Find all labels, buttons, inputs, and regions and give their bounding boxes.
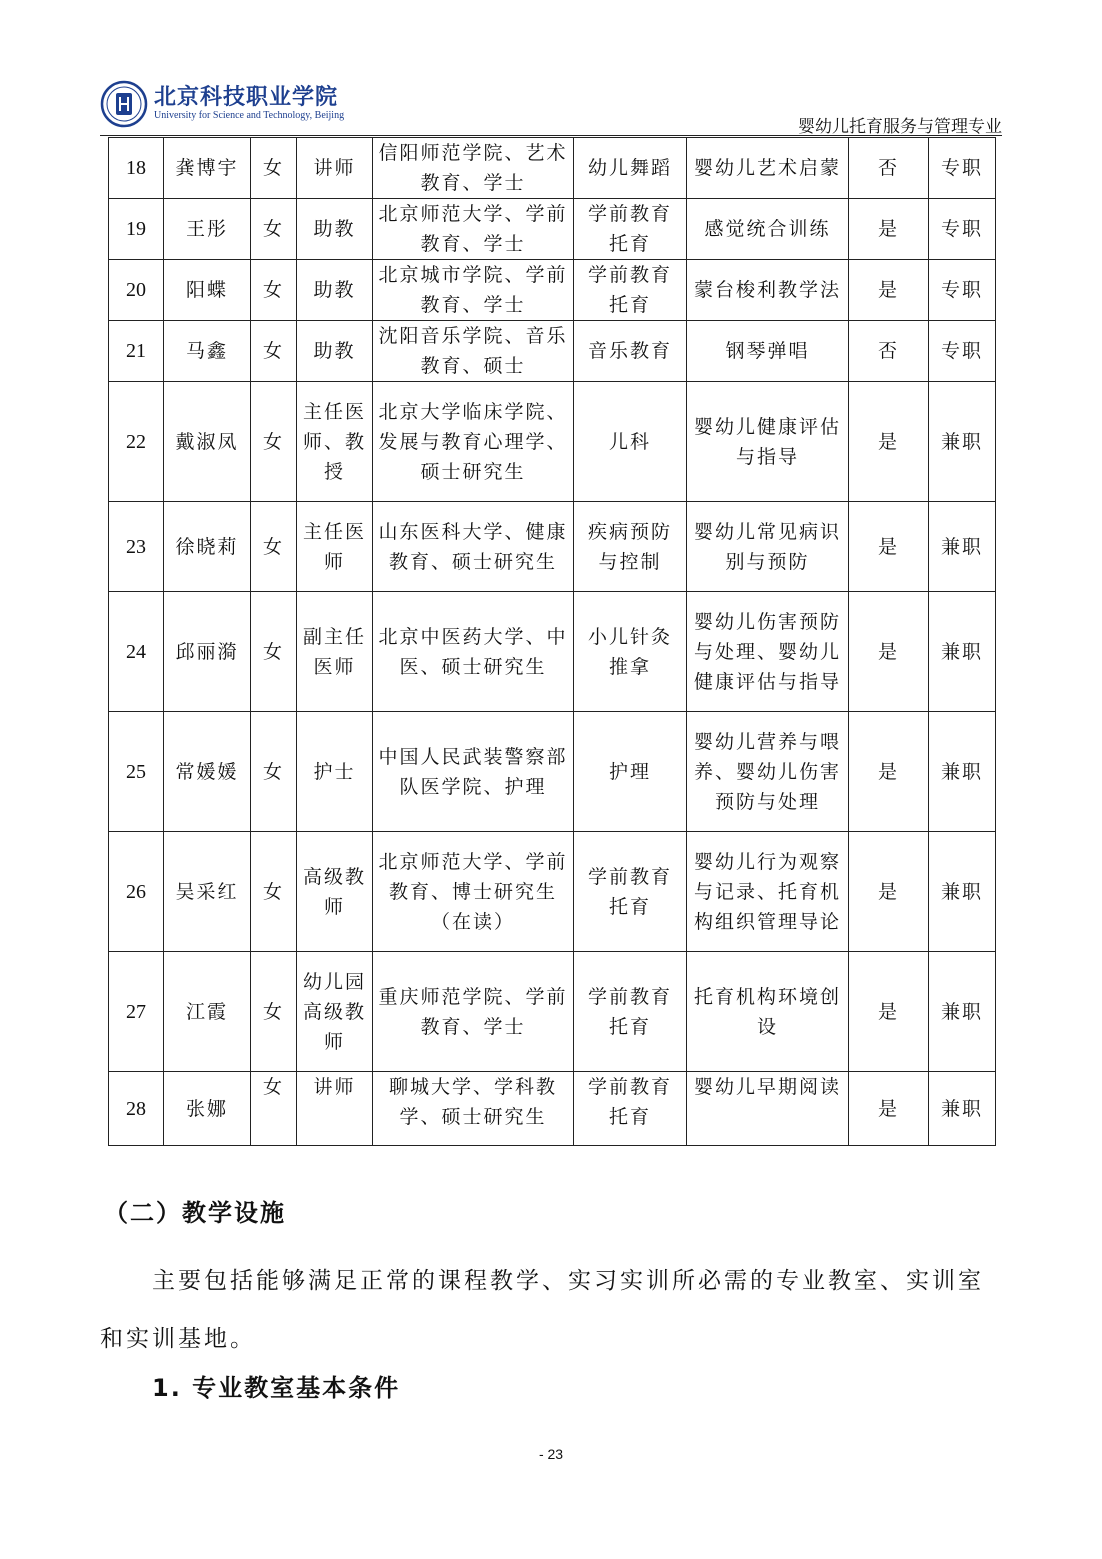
cell-no: 18 (109, 138, 164, 199)
cell-course: 蒙台梭利教学法 (687, 260, 849, 321)
table-row (109, 712, 996, 832)
cell-gender: 女 (251, 138, 297, 199)
school-logo-icon (100, 80, 148, 128)
cell-name: 江霞 (164, 952, 251, 1072)
cell-field: 小儿针灸推拿 (574, 592, 687, 712)
cell-name: 徐晓莉 (164, 502, 251, 592)
cell-gender: 女 (251, 382, 297, 502)
cell-no: 27 (109, 952, 164, 1072)
cell-title: 副主任医师 (297, 592, 373, 712)
cell-education: 北京城市学院、学前教育、学士 (373, 260, 574, 321)
faculty-table (108, 137, 996, 1146)
table-row (109, 138, 996, 199)
cell-type: 兼职 (929, 502, 996, 592)
cell-dual: 是 (849, 832, 929, 952)
cell-name: 王彤 (164, 199, 251, 260)
cell-title: 讲师 (297, 1072, 373, 1146)
cell-field: 护理 (574, 712, 687, 832)
cell-field: 疾病预防与控制 (574, 502, 687, 592)
cell-gender: 女 (251, 832, 297, 952)
cell-no: 20 (109, 260, 164, 321)
cell-dual: 否 (849, 321, 929, 382)
cell-education: 聊城大学、学科教学、硕士研究生 (373, 1072, 574, 1146)
cell-name: 常媛媛 (164, 712, 251, 832)
cell-education: 山东医科大学、健康教育、硕士研究生 (373, 502, 574, 592)
cell-gender: 女 (251, 592, 297, 712)
cell-education: 北京师范大学、学前教育、博士研究生（在读） (373, 832, 574, 952)
cell-field: 学前教育托育 (574, 1072, 687, 1146)
cell-name: 张娜 (164, 1072, 251, 1146)
cell-dual: 是 (849, 592, 929, 712)
sub-heading: 1. 专业教室基本条件 (152, 1374, 401, 1402)
cell-no: 21 (109, 321, 164, 382)
cell-dual: 是 (849, 712, 929, 832)
cell-course: 婴幼儿营养与喂养、婴幼儿伤害预防与处理 (687, 712, 849, 832)
cell-title: 助教 (297, 321, 373, 382)
cell-course: 感觉统合训练 (687, 199, 849, 260)
cell-field: 学前教育托育 (574, 199, 687, 260)
cell-gender: 女 (251, 321, 297, 382)
cell-field: 儿科 (574, 382, 687, 502)
cell-dual: 是 (849, 1072, 929, 1146)
school-name-en: University for Science and Technology, Beijing (154, 110, 345, 121)
cell-no: 28 (109, 1072, 164, 1146)
cell-type: 专职 (929, 321, 996, 382)
header-divider (100, 135, 1002, 136)
cell-title: 讲师 (297, 138, 373, 199)
cell-gender: 女 (251, 502, 297, 592)
cell-dual: 是 (849, 502, 929, 592)
cell-no: 19 (109, 199, 164, 260)
cell-type: 兼职 (929, 952, 996, 1072)
cell-title: 主任医师、教授 (297, 382, 373, 502)
cell-name: 邱丽漪 (164, 592, 251, 712)
cell-dual: 是 (849, 952, 929, 1072)
cell-title: 高级教师 (297, 832, 373, 952)
cell-field: 音乐教育 (574, 321, 687, 382)
cell-education: 北京大学临床学院、发展与教育心理学、硕士研究生 (373, 382, 574, 502)
cell-type: 专职 (929, 199, 996, 260)
cell-title: 助教 (297, 260, 373, 321)
cell-type: 兼职 (929, 382, 996, 502)
cell-type: 兼职 (929, 712, 996, 832)
cell-course: 婴幼儿早期阅读 (687, 1072, 849, 1146)
cell-name: 吴采红 (164, 832, 251, 952)
cell-type: 兼职 (929, 592, 996, 712)
cell-field: 学前教育托育 (574, 952, 687, 1072)
cell-title: 幼儿园高级教师 (297, 952, 373, 1072)
cell-title: 护士 (297, 712, 373, 832)
cell-name: 戴淑凤 (164, 382, 251, 502)
table-row (109, 260, 996, 321)
cell-course: 婴幼儿健康评估与指导 (687, 382, 849, 502)
table-row (109, 1072, 996, 1146)
cell-type: 专职 (929, 260, 996, 321)
cell-education: 北京师范大学、学前教育、学士 (373, 199, 574, 260)
cell-dual: 是 (849, 382, 929, 502)
major-title: 婴幼儿托育服务与管理专业 (798, 117, 1002, 137)
cell-gender: 女 (251, 712, 297, 832)
table-row (109, 592, 996, 712)
page-number: - 23 (538, 1446, 564, 1462)
cell-education: 北京中医药大学、中医、硕士研究生 (373, 592, 574, 712)
cell-education: 重庆师范学院、学前教育、学士 (373, 952, 574, 1072)
cell-name: 阳蝶 (164, 260, 251, 321)
cell-course: 婴幼儿伤害预防与处理、婴幼儿健康评估与指导 (687, 592, 849, 712)
cell-no: 23 (109, 502, 164, 592)
cell-course: 婴幼儿艺术启蒙 (687, 138, 849, 199)
cell-gender: 女 (251, 260, 297, 321)
cell-gender: 女 (251, 199, 297, 260)
cell-education: 中国人民武装警察部队医学院、护理 (373, 712, 574, 832)
cell-no: 25 (109, 712, 164, 832)
table-row (109, 199, 996, 260)
cell-education: 沈阳音乐学院、音乐教育、硕士 (373, 321, 574, 382)
table-row (109, 832, 996, 952)
cell-no: 26 (109, 832, 164, 952)
school-name-cn: 北京科技职业学院 (154, 84, 339, 110)
cell-title: 主任医师 (297, 502, 373, 592)
cell-education: 信阳师范学院、艺术教育、学士 (373, 138, 574, 199)
table-row (109, 382, 996, 502)
cell-dual: 是 (849, 260, 929, 321)
cell-field: 学前教育托育 (574, 832, 687, 952)
cell-title: 助教 (297, 199, 373, 260)
section-paragraph: 主要包括能够满足正常的课程教学、实习实训所必需的专业教室、实训室和实训基地。 (100, 1268, 984, 1352)
cell-name: 龚博宇 (164, 138, 251, 199)
cell-gender: 女 (251, 1072, 297, 1146)
cell-course: 钢琴弹唱 (687, 321, 849, 382)
cell-course: 婴幼儿常见病识别与预防 (687, 502, 849, 592)
cell-type: 专职 (929, 138, 996, 199)
cell-no: 24 (109, 592, 164, 712)
cell-dual: 否 (849, 138, 929, 199)
cell-field: 幼儿舞蹈 (574, 138, 687, 199)
table-row (109, 502, 996, 592)
cell-course: 婴幼儿行为观察与记录、托育机构组织管理导论 (687, 832, 849, 952)
cell-gender: 女 (251, 952, 297, 1072)
cell-name: 马鑫 (164, 321, 251, 382)
cell-dual: 是 (849, 199, 929, 260)
cell-course: 托育机构环境创设 (687, 952, 849, 1072)
section-heading: （二）教学设施 (104, 1199, 286, 1227)
cell-type: 兼职 (929, 832, 996, 952)
cell-no: 22 (109, 382, 164, 502)
cell-type: 兼职 (929, 1072, 996, 1146)
page-header (100, 76, 1002, 137)
cell-field: 学前教育托育 (574, 260, 687, 321)
table-row (109, 321, 996, 382)
table-row (109, 952, 996, 1072)
